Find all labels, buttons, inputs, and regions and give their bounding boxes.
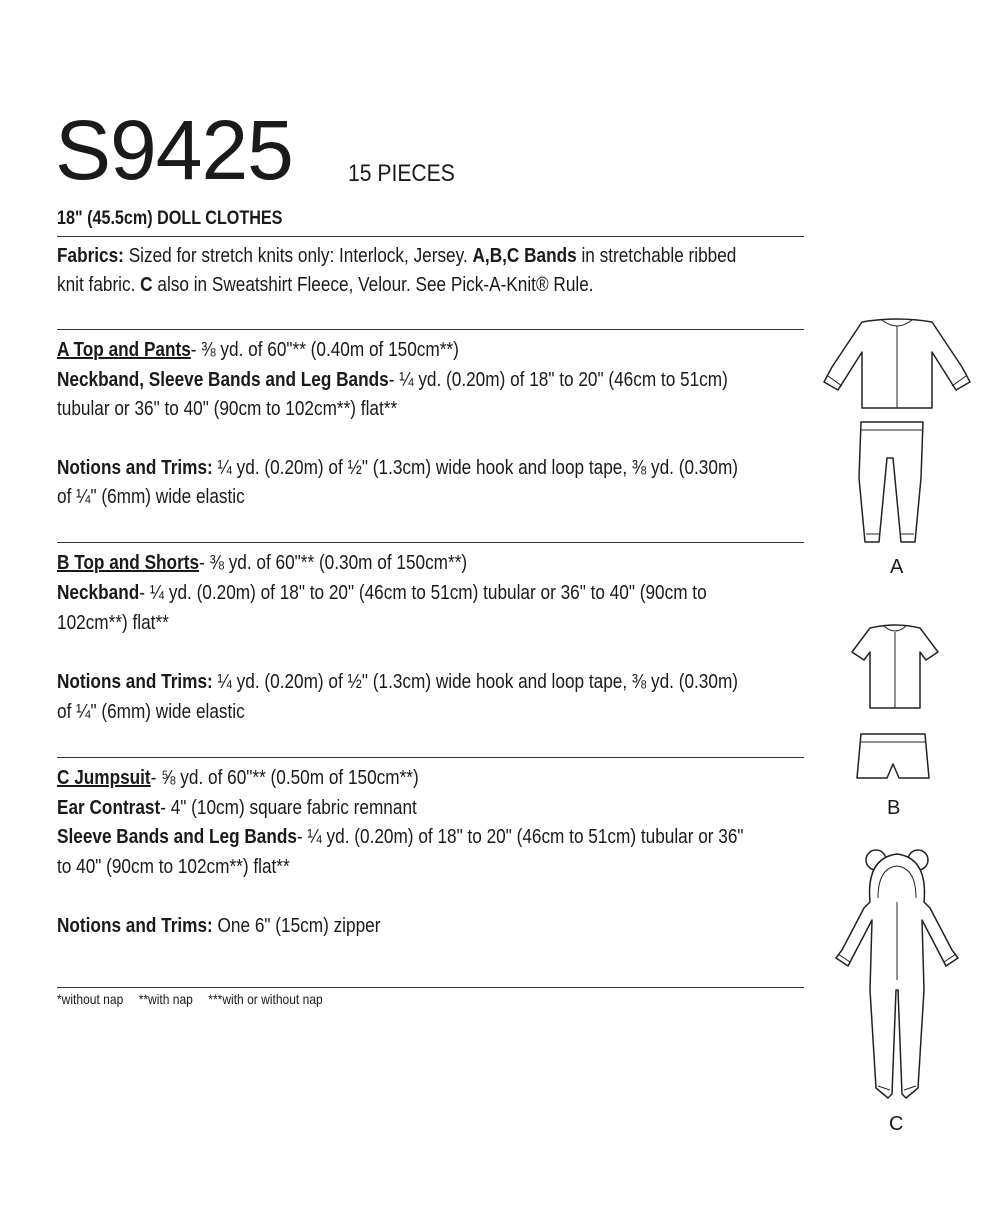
view-b-title: B Top and Shorts <box>57 552 200 574</box>
view-c-bands-line <box>57 822 744 852</box>
fabrics-text-2: knit fabric. <box>57 274 141 296</box>
view-c-ear-line <box>57 793 417 823</box>
fabrics-view-c: C <box>140 274 153 296</box>
view-b-notions-line <box>57 667 738 697</box>
footnotes <box>57 991 335 1007</box>
footnote-with-nap: **with nap <box>138 991 193 1007</box>
view-c-jumpsuit-illustration <box>822 840 972 1110</box>
view-c-title: C Jumpsuit <box>57 767 151 789</box>
view-b-notions-text: ¼ yd. (0.20m) of ½" (1.3cm) wide hook and loop tape, ⅜ yd. (0.30m) <box>212 671 738 693</box>
view-b-neckband-text: - ¼ yd. (0.20m) of 18" to 20" (46cm to 51cm) tubular or 36" to 40" (90cm to <box>139 582 707 604</box>
view-a-notions-label: Notions and Trims: <box>57 457 213 479</box>
view-c-yardage: - ⅝ yd. of 60"** (0.50m of 150cm**) <box>150 767 419 789</box>
view-a-bands-line-2: tubular or 36" to 40" (90cm to 102cm**) flat** <box>57 398 398 420</box>
view-c-bands-text: - ¼ yd. (0.20m) of 18" to 20" (46cm to 51cm) tubular or 36" <box>296 826 744 848</box>
divider <box>57 987 804 988</box>
piece-count: 15 PIECES <box>348 160 455 187</box>
view-b-top-illustration <box>850 622 940 712</box>
view-a-notions-text: ¼ yd. (0.20m) of ½" (1.3cm) wide hook and loop tape, ⅜ yd. (0.30m) <box>212 457 738 479</box>
view-b-neckband-line <box>57 578 707 608</box>
view-c-bands-line-2: to 40" (90cm to 102cm**) flat** <box>57 856 290 878</box>
view-c-ear-text: - 4" (10cm) square fabric remnant <box>160 797 417 819</box>
divider <box>57 542 804 543</box>
view-a-title-line <box>57 335 459 365</box>
view-c-notions-line <box>57 911 380 941</box>
view-b-title-line <box>57 548 467 578</box>
divider <box>57 329 804 330</box>
view-a-pants-illustration <box>857 418 927 548</box>
view-b-notions-line-2: of ¼" (6mm) wide elastic <box>57 701 245 723</box>
fabrics-line-1 <box>57 241 736 271</box>
view-a-bands-text: - ¼ yd. (0.20m) of 18" to 20" (46cm to 51cm) <box>388 369 728 391</box>
fabrics-text-2-tail: also in Sweatshirt Fleece, Velour. See Pick-A-Knit® Rule. <box>152 274 594 296</box>
divider <box>57 236 804 237</box>
pattern-subtitle: 18" (45.5cm) DOLL CLOTHES <box>57 208 283 229</box>
view-b-label: B <box>887 797 901 819</box>
view-c-notions-text: One 6" (15cm) zipper <box>212 915 381 937</box>
fabrics-text: Sized for stretch knits only: Interlock, Jersey. <box>123 245 473 267</box>
view-a-notions-line <box>57 453 738 483</box>
view-b-neckband-line-2: 102cm**) flat** <box>57 612 169 634</box>
footnote-with-or-without-nap: ***with or without nap <box>208 991 323 1007</box>
footnote-without-nap: *without nap <box>57 991 124 1007</box>
view-c-notions-label: Notions and Trims: <box>57 915 213 937</box>
fabrics-text-tail: in stretchable ribbed <box>576 245 737 267</box>
view-b-notions-label: Notions and Trims: <box>57 671 213 693</box>
view-c-label: C <box>889 1113 904 1135</box>
view-a-bands-label: Neckband, Sleeve Bands and Leg Bands <box>57 369 389 391</box>
view-a-notions-line-2: of ¼" (6mm) wide elastic <box>57 486 245 508</box>
view-c-title-line <box>57 763 419 793</box>
view-b-yardage: - ⅜ yd. of 60"** (0.30m of 150cm**) <box>199 552 468 574</box>
view-a-title: A Top and Pants <box>57 339 191 361</box>
pattern-number: S9425 <box>55 103 293 197</box>
fabrics-line-2 <box>57 270 594 300</box>
fabrics-label: Fabrics: <box>57 245 124 267</box>
view-b-neckband-label: Neckband <box>57 582 140 604</box>
fabrics-bands: A,B,C Bands <box>472 245 577 267</box>
view-a-yardage: - ⅜ yd. of 60"** (0.40m of 150cm**) <box>190 339 459 361</box>
view-a-bands-line <box>57 365 728 395</box>
view-c-ear-label: Ear Contrast <box>57 797 161 819</box>
view-b-shorts-illustration <box>855 730 931 782</box>
view-a-label: A <box>890 556 904 578</box>
view-c-bands-label: Sleeve Bands and Leg Bands <box>57 826 297 848</box>
view-a-top-illustration <box>822 312 972 412</box>
divider <box>57 757 804 758</box>
